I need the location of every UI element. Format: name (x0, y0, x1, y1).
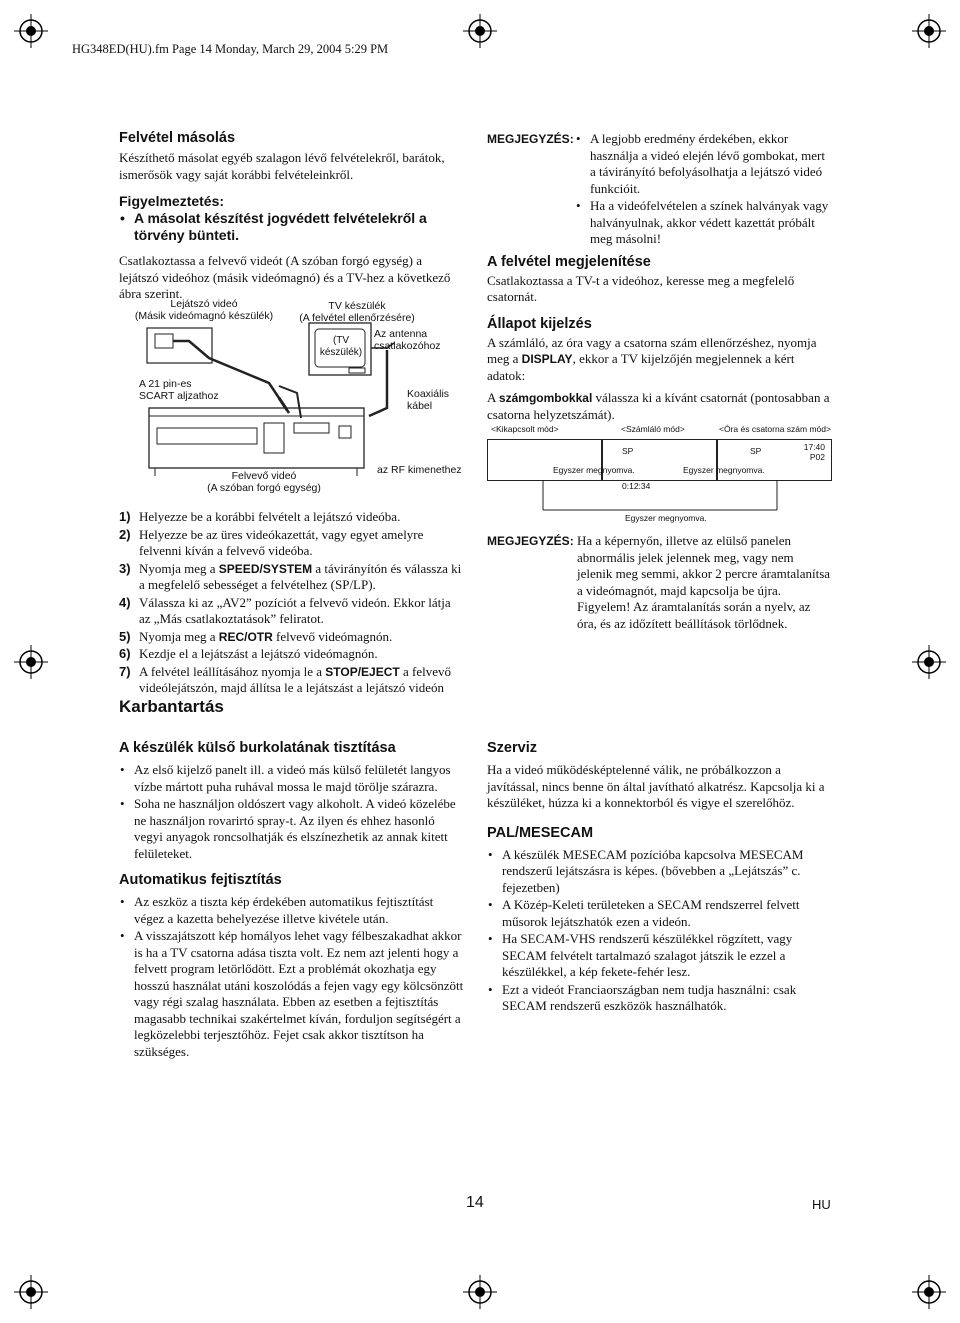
step-item: 7) A felvétel leállításához nyomja le a STOP/EJECT a felvevő videólejátszón, majd állítsa le a lejátszást a lejátszó videón (119, 663, 451, 695)
key-rec-otr: REC/OTR (218, 629, 273, 644)
maintenance-right (487, 740, 832, 1016)
connection-diagram (119, 298, 469, 498)
note1-list (487, 131, 832, 248)
step-item: 2) Helyezze be az üres videókazettát, vagy egyet amelyre felvenni kíván a felvevő videóba. (119, 526, 424, 558)
key-display: DISPLAY (521, 352, 573, 366)
tv-inner-label: (TV készülék) (319, 335, 363, 358)
clean-list (119, 762, 464, 862)
press-once-2: Egyszer megnyomva. (683, 465, 765, 475)
step-item: 5) Nyomja meg a REC/OTR felvevő videómagnón. (119, 628, 393, 644)
buttons-text: A számgombokkal válassza ki a kívánt csatornát (pontosabban a csatorna helyzetszámát). (487, 390, 830, 422)
coax-label: Koaxiális kábel (407, 388, 450, 412)
registration-mark-icon (463, 14, 497, 48)
pal-list (487, 847, 832, 1015)
status-title: Állapot kijelzés (487, 315, 592, 332)
note2-label: MEGJEGYZÉS: (487, 534, 574, 548)
osd-flow-arrows-icon (487, 420, 832, 525)
status-text: A számláló, az óra vagy a csatorna szám ellenőrzéshez, nyomja meg a DISPLAY, ekkor a TV kijelzőjén megjelennek a kért adatok: (487, 334, 817, 383)
head-list (119, 894, 464, 1060)
osd-sp: SP (622, 446, 634, 456)
step-item: 6) Kezdje el a lejátszást a lejátszó videómagnón. (119, 646, 378, 661)
osd-diagram (487, 420, 832, 525)
page-number: 14 (466, 1194, 484, 1211)
head-item: • Az eszköz a tiszta kép érdekében automatikus fejtisztítást végez a kazetta behelyezése illetve kivétele után. (119, 894, 464, 927)
osd-counter: 0:12:34 (622, 481, 651, 491)
display-text: Csatlakoztassa a TV-t a videóhoz, keresse meg a megfelelő csatornát. (487, 272, 795, 304)
pal-title: PAL/MESECAM (487, 824, 594, 841)
player-label: Lejátszó videó (Másik videómagnó készülék) (134, 298, 274, 322)
pal-item: • Ezt a videót Franciaországban nem tudja használni: csak SECAM rendszerű eszközök használhatók. (487, 982, 832, 1015)
antenna-label: Az antenna csatlakozóhoz (374, 328, 441, 352)
mode-counter-label: <Számláló mód> (621, 424, 685, 434)
recorder-label: Felvevő videó (A szóban forgó egység) (207, 470, 321, 494)
language-code: HU (812, 1197, 831, 1212)
osd-channel: P02 (809, 452, 825, 462)
left-column (119, 130, 464, 303)
file-header: HG348ED(HU).fm Page 14 Monday, March 29, 2004 5:29 PM (72, 42, 389, 56)
registration-mark-icon (912, 645, 946, 679)
key-stop-eject: STOP/EJECT (325, 664, 400, 679)
clean-item: • Az első kijelző panelt ill. a videó más külső felületét langyos vízbe mártott puha ruhával mossa le majd törölje szárazra. (119, 762, 464, 795)
note2-text: Ha a képernyőn, illetve az elülső panelen abnormális jelek jelennek meg, vagy nem jelenik meg semmi, akkor 2 percre áramtalanítsa a videómagnót, majd kapcsolja be újra. (577, 533, 831, 598)
osd-sp: SP (750, 446, 762, 456)
copy-steps (119, 509, 464, 698)
registration-mark-icon (463, 1275, 497, 1309)
copy-title: Felvétel másolás (119, 130, 236, 146)
osd-clock: 17:40 (803, 442, 825, 452)
pal-item: • Ha SECAM-VHS rendszerű készülékkel rögzített, vagy SECAM felvételt tartalmazó szalagot játszik le ezzel a készülékkel, a kép fekete-fehér lesz. (487, 931, 832, 981)
connect-text: Csatlakoztassa a felvevő videót (A szóban forgó egység) a lejátszó videóhoz (másik videómagnó) és a TV-hez a következő ábra szerint. (119, 253, 451, 301)
registration-mark-icon (912, 1275, 946, 1309)
pal-item: • A Közép-Keleti területeken a SECAM rendszerrel felvett műsorok lejátszhatók ezen a videón. (487, 897, 832, 930)
note1-label: MEGJEGYZÉS: (487, 132, 574, 146)
note1 (487, 131, 832, 248)
step-item: 4) Válassza ki az „AV2” pozíciót a felvevő videón. Ekkor látja az „Más csatlakoztatások” feliratot. (119, 594, 451, 626)
key-speed-system: SPEED/SYSTEM (218, 561, 313, 576)
service-title: Szerviz (487, 740, 537, 756)
registration-mark-icon (912, 14, 946, 48)
note1-item: • A legjobb eredmény érdekében, ekkor használja a videó elején lévő gombokat, mert a távirányító befolyásolhatja a lejátszó videó funkcióit. (575, 131, 832, 197)
mode-off-label: <Kikapcsolt mód> (491, 424, 559, 434)
mode-clock-label: <Óra és csatorna szám mód> (719, 424, 831, 434)
warning-list (119, 210, 464, 244)
clean-title: A készülék külső burkolatának tisztítása (119, 740, 396, 756)
press-once-1: Egyszer megnyomva. (553, 465, 635, 475)
key-number-buttons: számgombokkal (498, 391, 593, 405)
clean-item: • Soha ne használjon oldószert vagy alkoholt. A videó közelébe ne használjon rovarirtó spray-t. Az ilyen és ehhez hasonló vegyi anyagok roncsolhatják és elszínezhetik az annak kitett felületeket. (119, 796, 464, 862)
note1-item: • Ha a videófelvételen a színek halványak vagy halványulnak, akkor védett kazettát próbált meg másolni! (575, 198, 832, 248)
service-text: Ha a videó működésképtelenné válik, ne próbálkozzon a javítással, nincs benne ön által javítható alkatrész. Kapcsolja ki a készüléket, húzza ki a konnektorból és vigye el szerelőhöz. (487, 762, 825, 810)
head-title: Automatikus fejtisztítás (119, 872, 282, 888)
registration-mark-icon (14, 1275, 48, 1309)
step-item: 3) Nyomja meg a SPEED/SYSTEM a távirányítón és válassza ki a megfelelő sebességet a felvételhez (SP/LP). (119, 560, 462, 592)
scart-label: A 21 pin-es SCART aljzathoz (139, 378, 219, 402)
maintenance-left (119, 740, 464, 1061)
maintenance-title: Karbantartás (119, 697, 224, 716)
warning-title: Figyelmeztetés: (119, 193, 225, 209)
tv-label: TV készülék (A felvétel ellenőrzésére) (299, 300, 415, 324)
registration-mark-icon (14, 14, 48, 48)
display-title: A felvétel megjelenítése (487, 253, 651, 270)
note2 (487, 533, 832, 632)
head-item: • A visszajátszott kép homályos lehet vagy félbeszakadhat akkor is ha a TV csatorna adása tiszta volt. Ez nem azt jelenti hogy a felvett program letörlődött. Ezt a problémát okozhatja egy hosszú használat utáni koszolódás a fejen vagy egy kölcsönzött vagy régi szalag használata. Ebben az esetben a fejtisztítás magasabb technikai szakértelmet kíván, forduljon segítségért a legközelebbi terjesztőhöz. Fejet csak akkor tisztítson ha szükséges. (119, 928, 464, 1060)
pal-item: • A készülék MESECAM pozícióba kapcsolva MESECAM rendszerű lejátszásra is képes. (bővebben a „Lejátszás” c. fejezetben) (487, 847, 832, 897)
registration-mark-icon (14, 645, 48, 679)
warning-text: • A másolat készítést jogvédett felvételekről a törvény bünteti. (119, 210, 464, 244)
press-once-3: Egyszer megnyomva. (625, 513, 707, 523)
step-item: 1) Helyezze be a korábbi felvételt a lejátszó videóba. (119, 509, 401, 524)
right-column (487, 131, 832, 423)
rf-label: az RF kimenethez (377, 464, 462, 476)
note2-caution: Figyelem! Az áramtalanítás során a nyelv, az óra, és az időzített beállítások törlődnek. (577, 599, 811, 631)
copy-intro: Készíthető másolat egyéb szalagon lévő felvételekről, barátok, ismerősök vagy saját korábbi felvételeinkről. (119, 150, 445, 182)
